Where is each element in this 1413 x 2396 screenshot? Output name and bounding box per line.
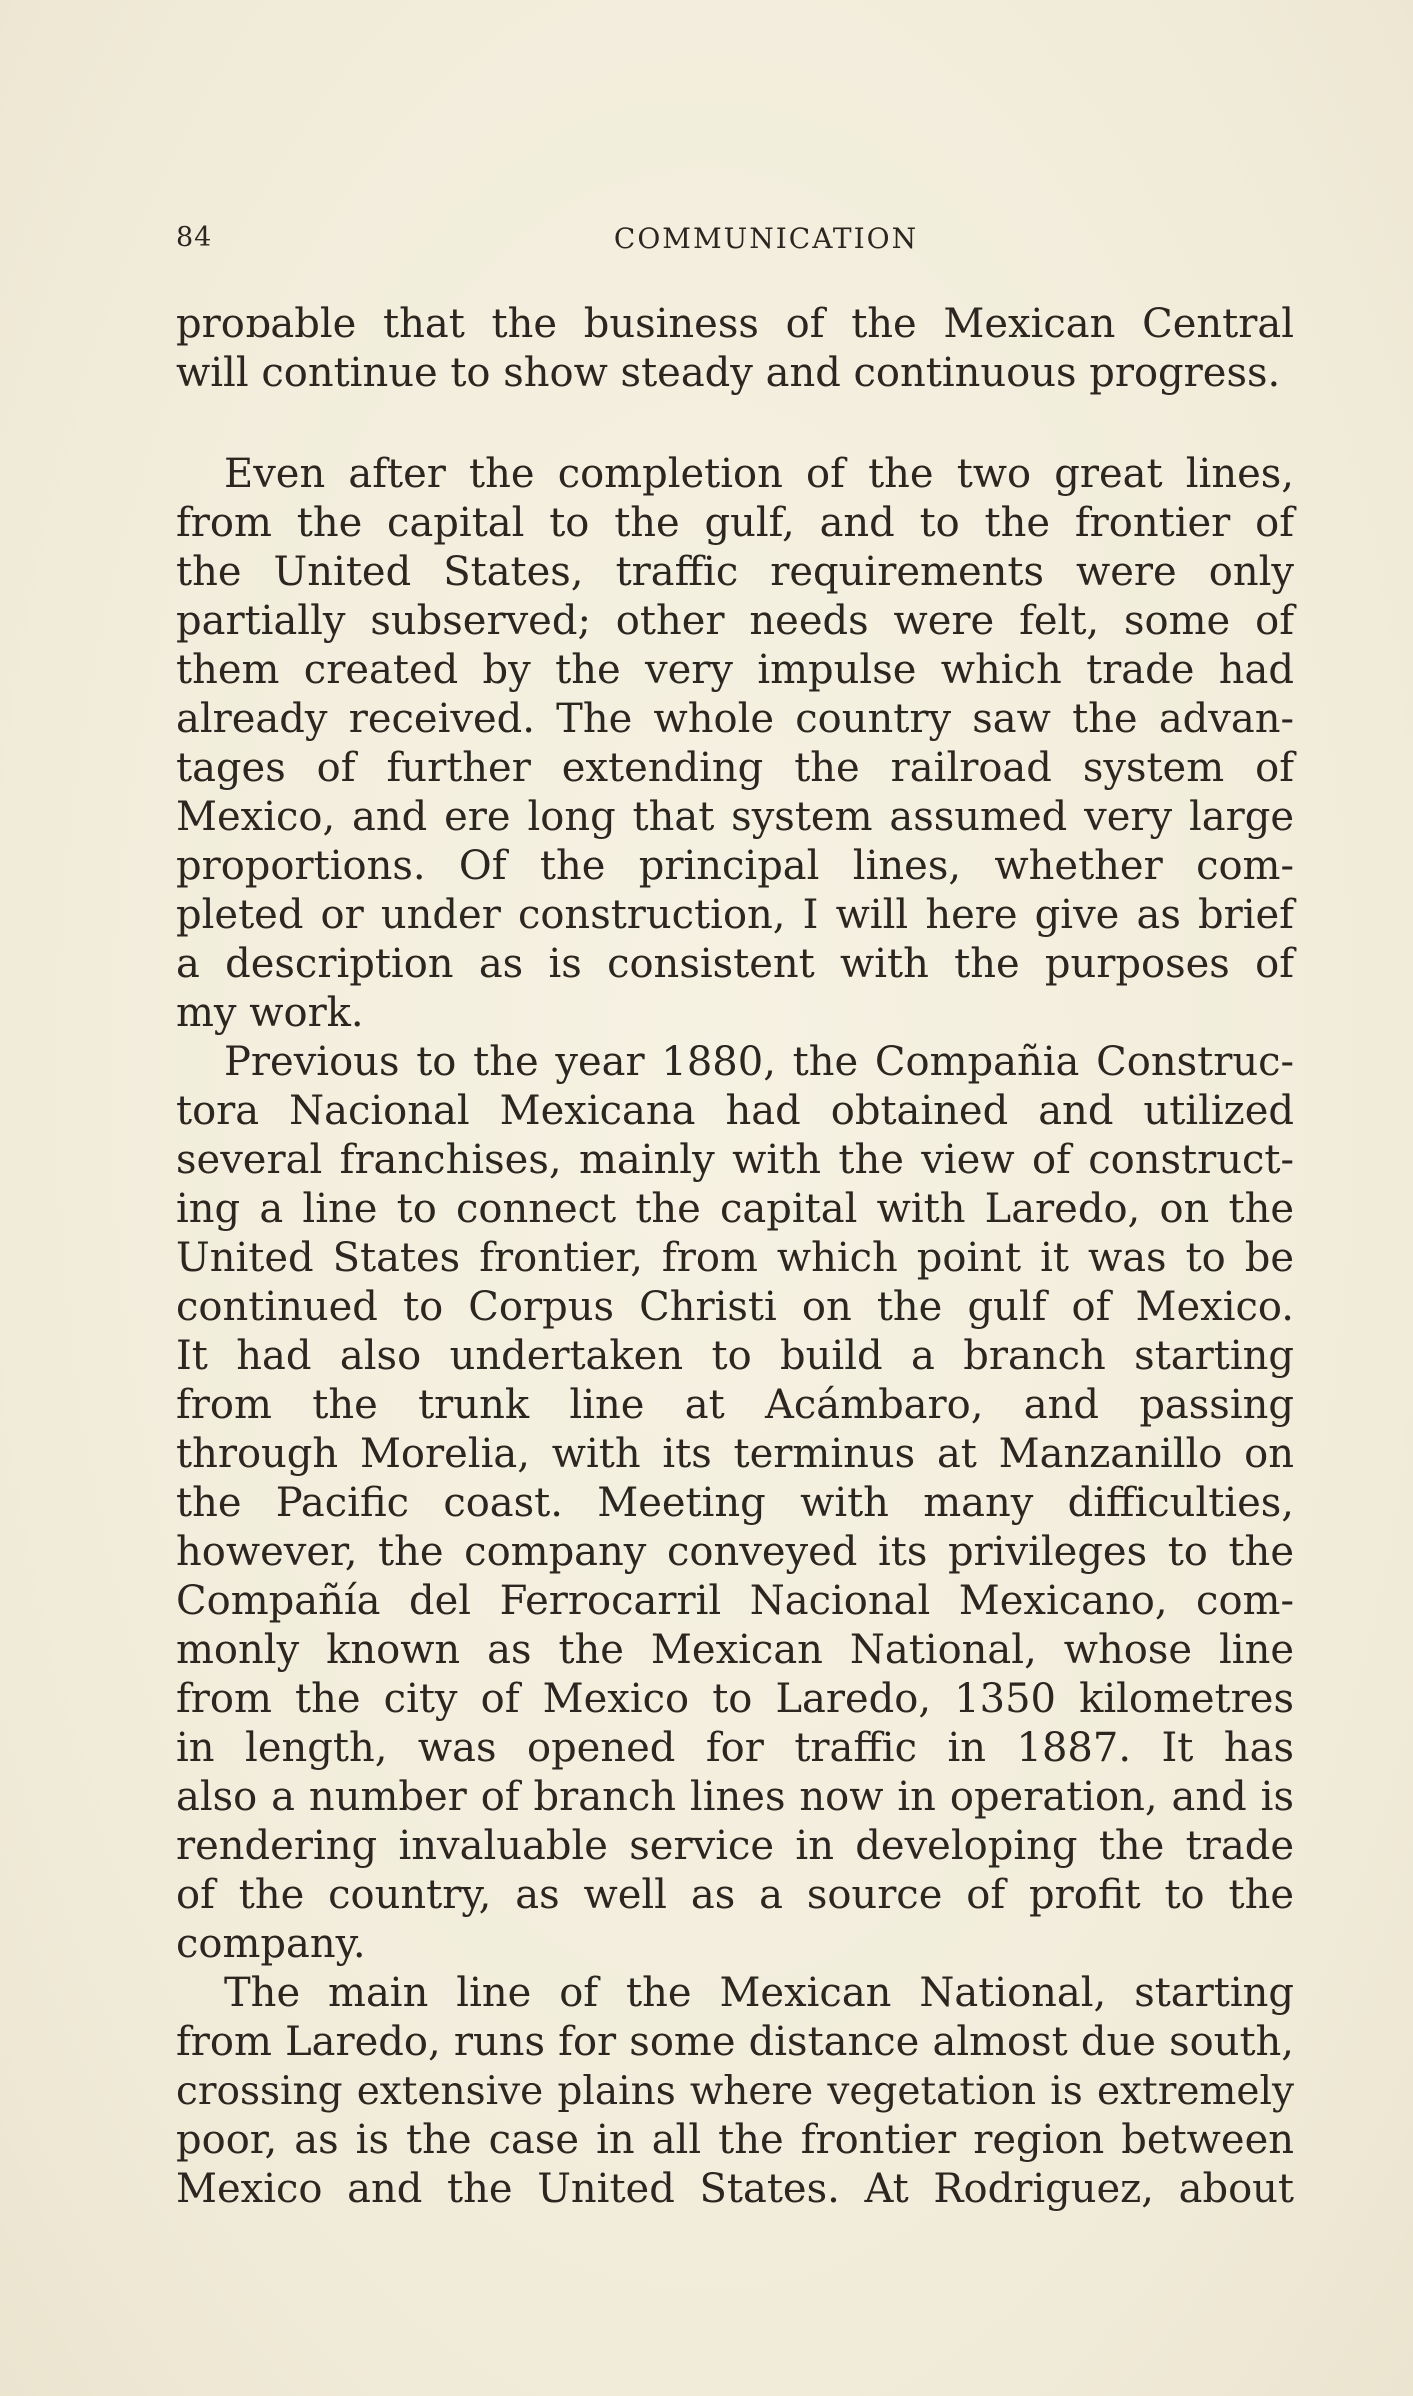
page-header: [176, 222, 1296, 262]
text-line: crossing extensive plains where vegetation is extremely: [176, 2069, 1294, 2114]
text-line: already received. The whole country saw the advan-: [176, 696, 1294, 742]
text-line: in length, was opened for traffic in 1887. It has: [176, 1725, 1294, 1771]
paragraph: [176, 1969, 1294, 2214]
text-line: them created by the very impulse which trade had: [176, 647, 1294, 693]
text-line: the United States, traffic requirements were only: [176, 549, 1294, 595]
paragraph: [176, 450, 1294, 1038]
text-line: company.: [176, 1921, 366, 1967]
text-line: Previous to the year 1880, the Compañia Construc-: [224, 1039, 1294, 1085]
text-line: monly known as the Mexican National, whose line: [176, 1627, 1294, 1673]
text-line: It had also undertaken to build a branch starting: [176, 1333, 1294, 1379]
text-line: my work.: [176, 990, 364, 1036]
text-line: tora Nacional Mexicana had obtained and utilized: [176, 1088, 1294, 1134]
text-line: tages of further extending the railroad system of: [176, 745, 1294, 791]
text-line: poor, as is the case in all the frontier region between: [176, 2117, 1294, 2163]
body-text: [176, 300, 1294, 2214]
text-line: rendering invaluable service in developing the trade: [176, 1823, 1294, 1869]
text-line: continued to Corpus Christi on the gulf of Mexico.: [176, 1284, 1294, 1330]
text-line: Mexico and the United States. At Rodriguez, about: [176, 2166, 1294, 2212]
text-line: also a number of branch lines now in operation, and is: [176, 1774, 1294, 1820]
text-line: proportions. Of the principal lines, whether com-: [176, 843, 1294, 889]
text-line: however, the company conveyed its privileges to the: [176, 1529, 1294, 1575]
text-line: a description as is consistent with the purposes of: [176, 941, 1294, 987]
text-line: pleted or under construction, I will here give as brief: [176, 892, 1294, 938]
text-line: ing a line to connect the capital with Laredo, on the: [176, 1186, 1294, 1232]
text-line: of the country, as well as a source of profit to the: [176, 1872, 1294, 1918]
text-line: Mexico, and ere long that system assumed very large: [176, 794, 1294, 840]
text-line: Compañía del Ferrocarril Nacional Mexicano, com-: [176, 1578, 1294, 1624]
text-line: several franchises, mainly with the view of construct-: [176, 1137, 1294, 1183]
page-number: 84: [176, 222, 213, 253]
running-title: COMMUNICATION: [613, 222, 919, 255]
text-line: Even after the completion of the two great lines,: [224, 451, 1294, 497]
text-line: from Laredo, runs for some distance almost due south,: [176, 2019, 1294, 2065]
text-line: will continue to show steady and continuous progress.: [176, 350, 1281, 396]
text-line: from the city of Mexico to Laredo, 1350 kilometres: [176, 1676, 1294, 1722]
text-line: proɒable that the business of the Mexican Central: [176, 301, 1294, 347]
text-line: from the capital to the gulf, and to the frontier of: [176, 500, 1294, 546]
paragraph-continuation: [176, 300, 1294, 398]
text-line: through Morelia, with its terminus at Manzanillo on: [176, 1431, 1294, 1477]
paragraph-gap: [176, 398, 1294, 450]
text-line: from the trunk line at Acámbaro, and passing: [176, 1382, 1294, 1428]
text-line: partially subserved; other needs were felt, some of: [176, 598, 1294, 644]
paragraph: [176, 1038, 1294, 1969]
text-line: The main line of the Mexican National, starting: [224, 1970, 1294, 2016]
text-line: United States frontier, from which point it was to be: [176, 1235, 1294, 1281]
text-line: the Pacific coast. Meeting with many difficulties,: [176, 1480, 1294, 1526]
